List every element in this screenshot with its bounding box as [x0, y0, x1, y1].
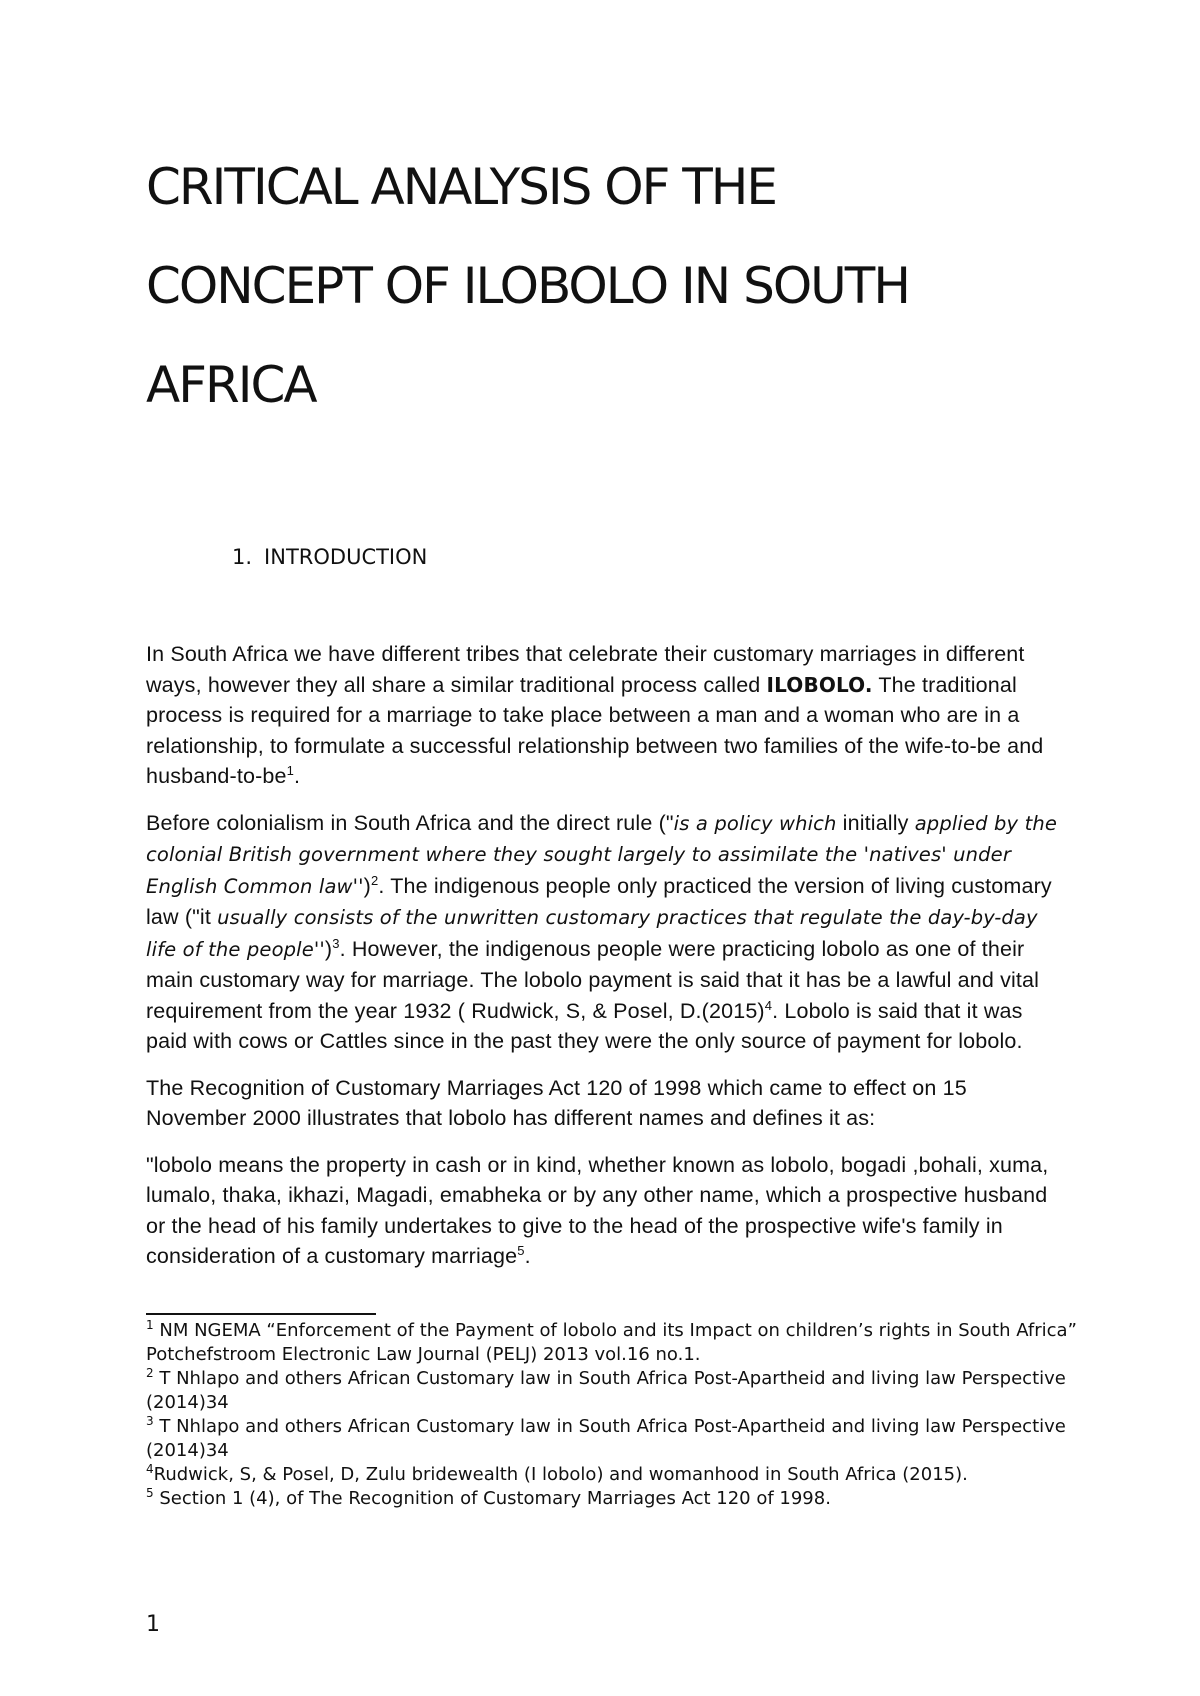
footnote-text: T Nhlapo and others African Customary law in South Africa Post-Apartheid and living law Perspective (2014)34 [146, 1368, 1066, 1413]
footnote-mark: 5 [146, 1486, 154, 1500]
footnote-4 [146, 1463, 1086, 1487]
footnote-mark: 1 [146, 1318, 154, 1332]
section-title: INTRODUCTION [264, 545, 428, 569]
paragraph-1-text-a: In South Africa we have different tribes that celebrate their customary marriages in different ways, however they all share a similar traditional process called [146, 642, 1025, 697]
footnote-2 [146, 1367, 1086, 1415]
footnote-text: NM NGEMA “Enforcement of the Payment of lobolo and its Impact on children’s rights in South Africa” Potchefstroom Electronic Law Journal (PELJ) 2013 vol.16 no.1. [146, 1320, 1077, 1365]
paragraph-1 [146, 639, 1066, 792]
footnote-mark: 2 [146, 1366, 154, 1380]
page-number: 1 [146, 1612, 160, 1637]
footnote-text: T Nhlapo and others African Customary law in South Africa Post-Apartheid and living law Perspective (2014)34 [146, 1416, 1066, 1461]
paragraph-2-text-h: ) [324, 936, 333, 961]
footnote-ref-2: 2 [370, 872, 379, 888]
paragraph-1-bold-term: ILOBOLO. [766, 672, 873, 697]
section-heading [232, 543, 427, 571]
footnote-mark: 3 [146, 1414, 154, 1428]
footnote-text: Section 1 (4), of The Recognition of Customary Marriages Act 120 of 1998. [153, 1488, 831, 1509]
footnote-text: Rudwick, S, & Posel, D, Zulu bridewealth (I lobolo) and womanhood in South Africa (2015). [153, 1464, 968, 1485]
paragraph-2-text-j: . Lobolo is said that it was paid with cows or Cattles since in the past they were the only source of payment for lobolo. [146, 998, 1023, 1053]
footnote-5 [146, 1487, 1086, 1511]
paragraph-2 [146, 808, 1066, 1057]
footnote-3 [146, 1415, 1086, 1463]
paragraph-1-text-c: The traditional process is required for a marriage to take place between a man and a woman who are in a relationship, to formulate a successful relationship between two families of the wife-to-be and husband-to-be [146, 672, 1044, 788]
paragraph-2-text-a: Before colonialism in South Africa and the direct rule (" [146, 810, 674, 835]
paragraph-4-text-b: . [524, 1244, 531, 1268]
paragraph-2-italic-d: applied by the colonial British government where they sought largely to assimilate the 'natives' under English Common law'' [146, 811, 1058, 898]
footnote-1 [146, 1319, 1086, 1367]
title-line-2: CONCEPT OF ILOBOLO IN SOUTH [146, 257, 909, 315]
title-line-3: AFRICA [146, 356, 316, 414]
section-number: 1. [232, 545, 253, 569]
paragraph-2-text-c: initially [836, 810, 915, 835]
footnote-ref-5: 5 [517, 1242, 525, 1258]
paragraph-1-text-d: . [294, 764, 301, 788]
footnote-separator [146, 1313, 376, 1315]
body-text [146, 639, 1066, 1288]
paragraph-3: The Recognition of Customary Marriages Act 120 of 1998 which came to effect on 15 November 2000 illustrates that lobolo has different names and defines it as: [146, 1075, 967, 1130]
footnotes [146, 1319, 1086, 1511]
paragraph-2-text-i: . However, the indigenous people were practicing lobolo as one of their main customary way for marriage. The lobolo payment is said that it has be a lawful and vital requirement from the year 1932 ( Rudwick, S, & Posel, D.(2015) [146, 936, 1040, 1023]
footnote-ref-1: 1 [286, 762, 294, 778]
paragraph-2-text-e: ) [363, 873, 371, 898]
footnote-ref-3: 3 [332, 935, 340, 951]
paragraph-4 [146, 1150, 1066, 1272]
paragraph-2-italic-b: is a policy which [673, 811, 837, 835]
paragraph-2-italic-g: usually consists of the unwritten customary practices that regulate the day-by-day life of the people'' [146, 906, 1038, 961]
footnote-ref-4: 4 [764, 997, 773, 1013]
paragraph-4-text-a: "lobolo means the property in cash or in kind, whether known as lobolo, bogadi ,bohali, xuma, lumalo, thaka, ikhazi, Magadi, emabheka or by any other name, which a prospective husband or the head of his family undertakes to give to the head of the prospective wife's family in consideration of a customary marriage [146, 1152, 1049, 1268]
paragraph-2-text-f: . The indigenous people only practiced the version of living customary law ("it [146, 873, 1052, 929]
title-line-1: CRITICAL ANALYSIS OF THE [146, 158, 776, 216]
document-title [146, 138, 1086, 435]
footnote-mark: 4 [146, 1462, 154, 1476]
